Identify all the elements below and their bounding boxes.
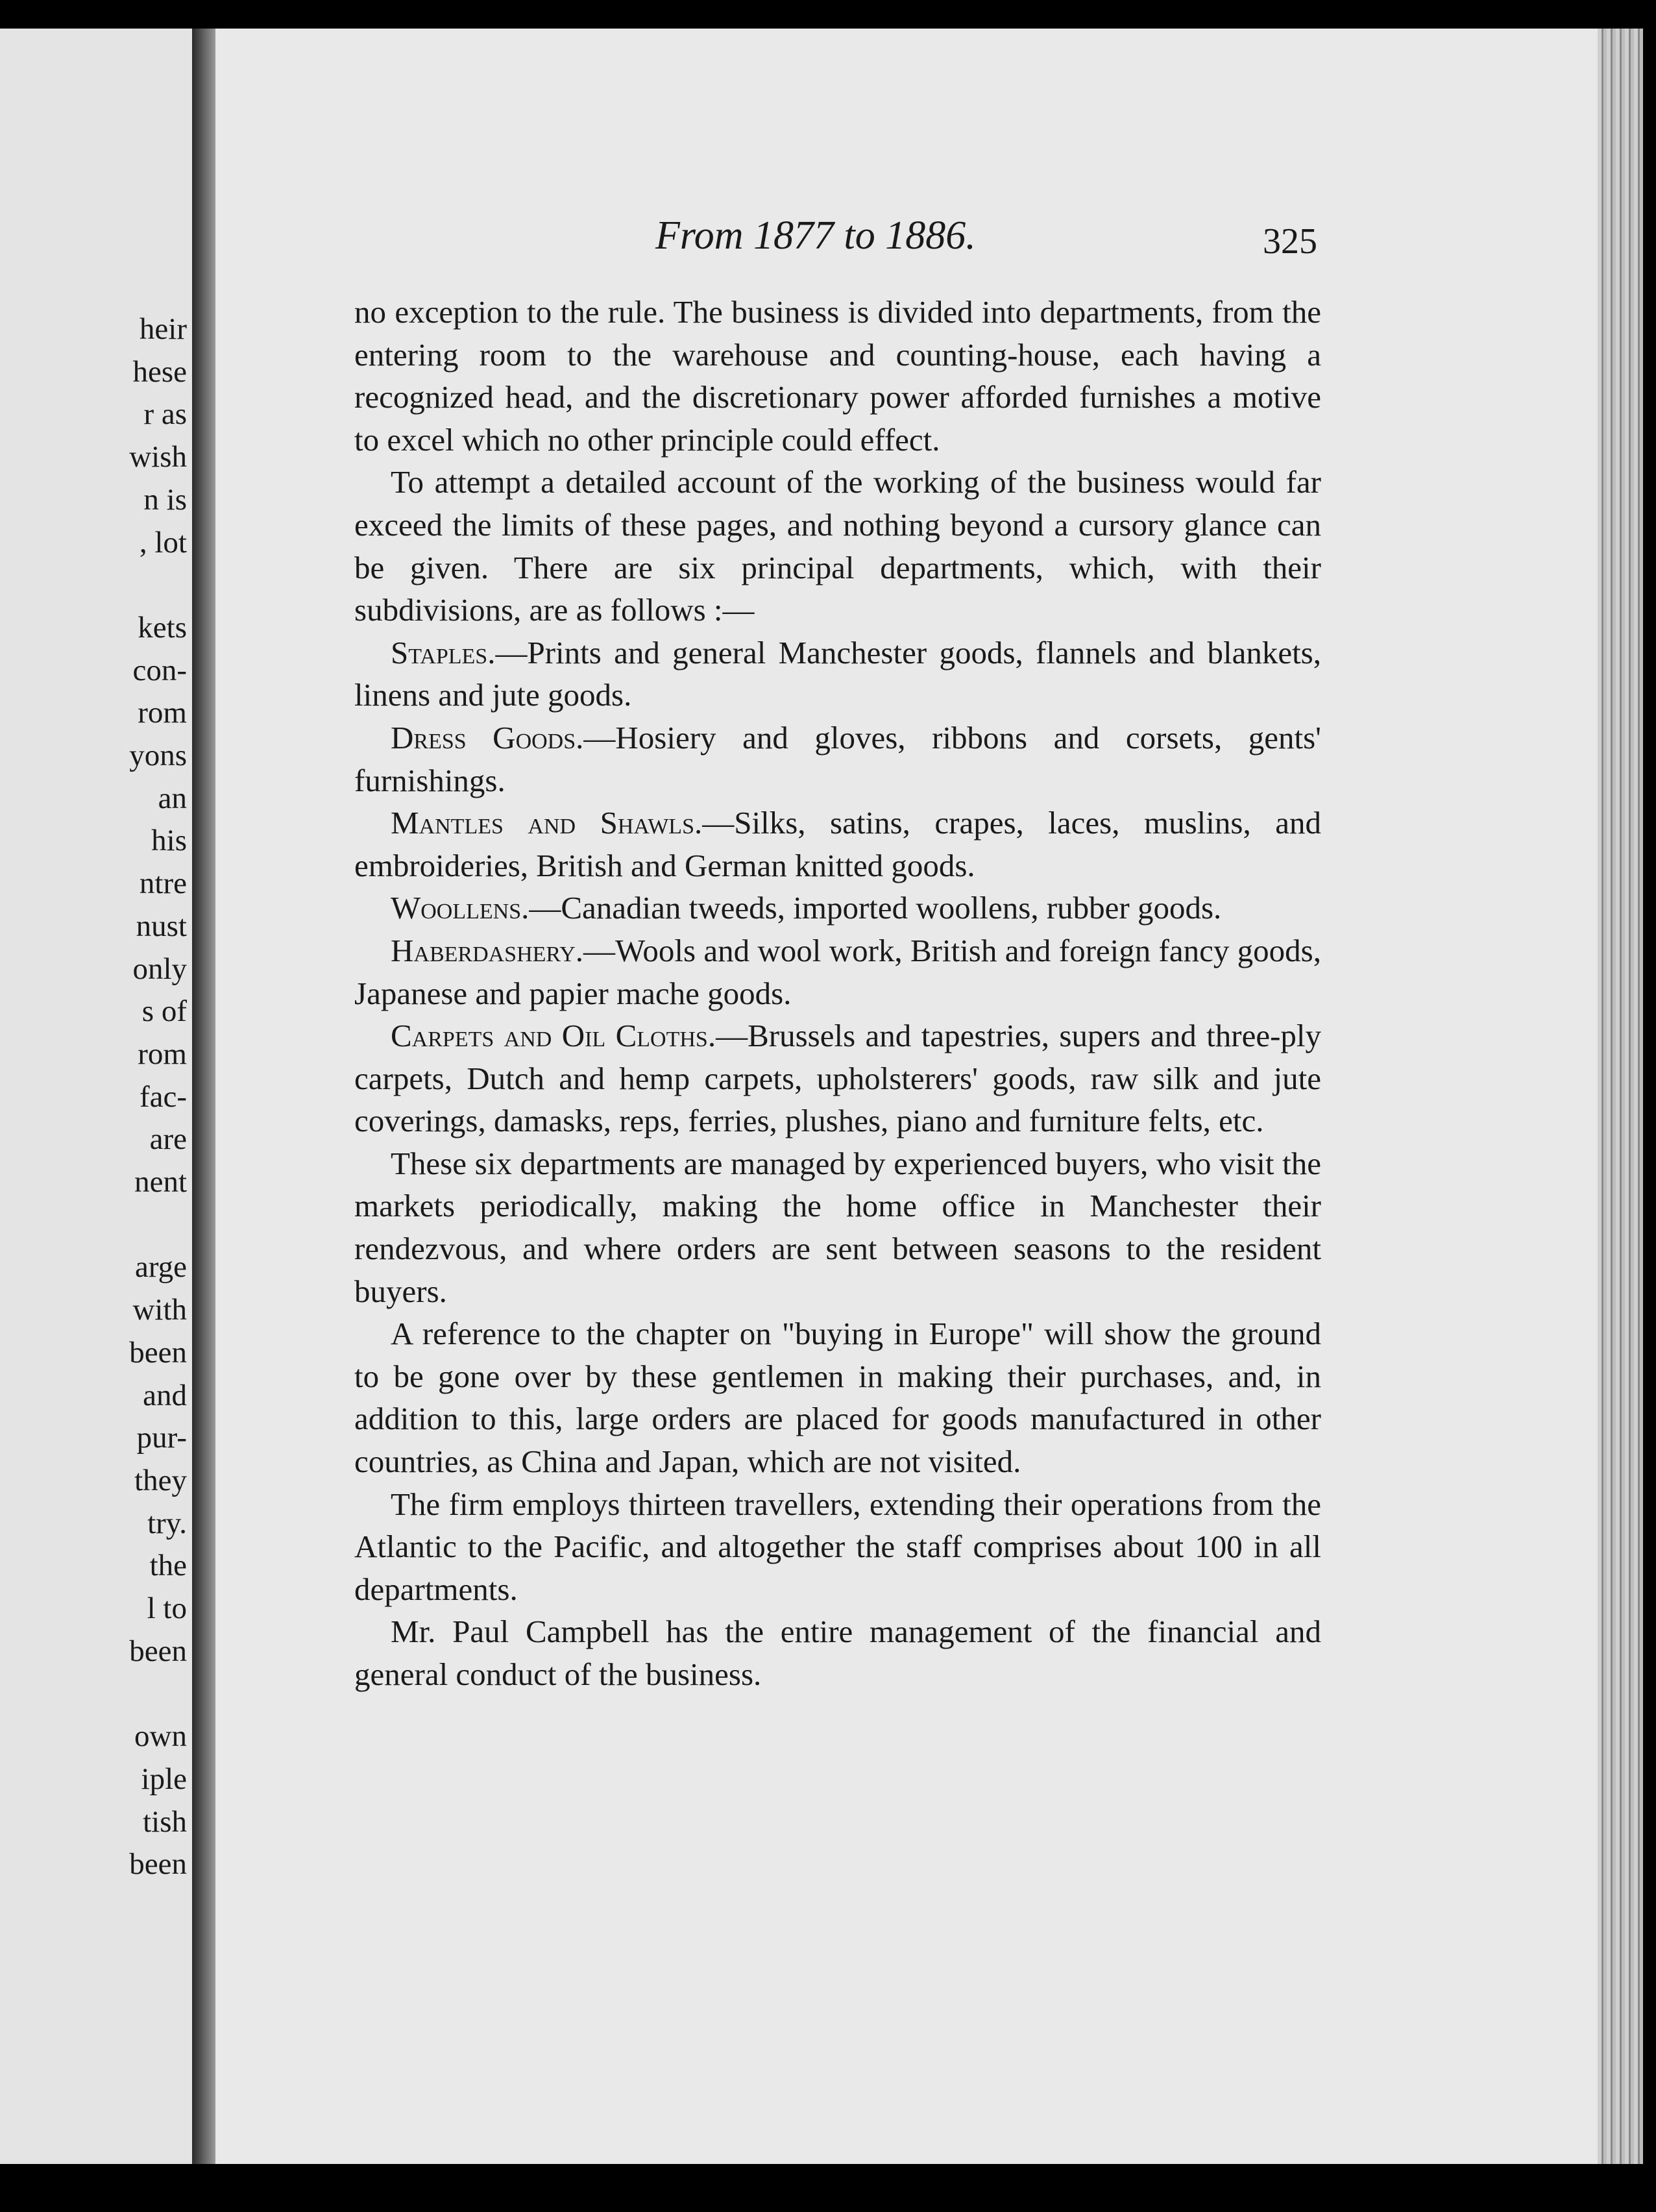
left-page-line-fragment: pur- xyxy=(136,1421,187,1455)
department-entry xyxy=(354,717,1321,802)
department-heading: Mantles and Shawls. xyxy=(391,805,703,841)
page-edges xyxy=(1598,29,1643,2164)
left-page-line-fragment: the xyxy=(149,1549,187,1583)
paragraph: The firm employs thirteen travellers, extending their operations from the Atlantic to the Pacific, and altogether the staff comprises about 100 in all departments. xyxy=(354,1486,1321,1607)
left-page-line-fragment: arge xyxy=(134,1250,187,1284)
left-page-line-fragment: nust xyxy=(136,909,187,943)
running-head: From 1877 to 1886. xyxy=(655,214,976,258)
paragraph: These six departments are managed by experienced buyers, who visit the markets periodically, making the home office in Manchester their rendezvous, and where orders are sent between seasons to the resident buyers. xyxy=(354,1145,1321,1309)
paragraph: To attempt a detailed account of the working of the business would far exceed the limits of these pages, and nothing beyond a cursory glance can be given. There are six principal departments, which, with their subdivisions, are as follows :— xyxy=(354,464,1321,628)
left-page-line-fragment: own xyxy=(134,1719,187,1754)
paragraph: no exception to the rule. The business is divided into departments, from the entering room to the warehouse and counting-house, each having a recognized head, and the discretionary power afforded furnishes a motive to excel which no other principle could effect. xyxy=(354,294,1321,458)
left-page-line-fragment: wish xyxy=(129,440,187,474)
department-heading: Haberdashery. xyxy=(391,932,584,968)
left-page-line-fragment: ntre xyxy=(139,866,187,901)
department-text: —Canadian tweeds, imported woollens, rubber goods. xyxy=(529,890,1222,926)
left-page-line-fragment: try. xyxy=(147,1506,187,1540)
left-page-line-fragment: r as xyxy=(143,397,187,432)
body-text xyxy=(354,291,1321,1696)
left-page-line-fragment: kets xyxy=(138,610,187,645)
left-page-line-fragment: heir xyxy=(139,312,187,346)
department-entry xyxy=(354,632,1321,717)
department-heading: Woollens. xyxy=(391,890,530,926)
department-text: —Hosiery and gloves, ribbons and corsets, gents' furnishings. xyxy=(354,719,1322,798)
left-page-line-fragment: rom xyxy=(138,696,187,730)
left-page-line-fragment: rom xyxy=(138,1037,187,1071)
left-page-line-fragment: and xyxy=(143,1378,187,1412)
department-text: —Wools and wool work, British and foreign fancy goods, Japanese and papier mache goods. xyxy=(354,932,1321,1011)
department-heading: Staples. xyxy=(391,634,496,670)
department-entry xyxy=(354,887,1321,929)
paragraph: Mr. Paul Campbell has the entire management of the financial and general conduct of the business. xyxy=(354,1614,1321,1692)
department-entry xyxy=(354,929,1321,1014)
left-page-line-fragment: tish xyxy=(143,1804,187,1839)
left-page-line-fragment: with xyxy=(132,1293,187,1327)
department-text: —Silks, satins, crapes, laces, muslins, and embroideries, British and German knitted goods. xyxy=(354,805,1321,883)
left-page-line-fragment: an xyxy=(158,781,187,815)
department-heading: Dress Goods. xyxy=(391,719,584,756)
left-page-line-fragment: hese xyxy=(132,354,187,389)
department-text: —Brussels and tapestries, supers and three-ply carpets, Dutch and hemp carpets, upholsterers' goods, raw silk and jute coverings, damasks, reps, ferries, plushes, piano and furniture felts, etc. xyxy=(354,1018,1321,1139)
left-page-line-fragment: nent xyxy=(134,1165,187,1199)
left-page-fragment xyxy=(0,29,192,2164)
left-page-line-fragment: only xyxy=(132,952,187,986)
left-page-line-fragment: been xyxy=(129,1634,187,1668)
book-gutter xyxy=(192,29,215,2164)
left-page-line-fragment: iple xyxy=(141,1762,187,1796)
department-heading: Carpets and Oil Cloths. xyxy=(391,1018,716,1054)
department-text: —Prints and general Manchester goods, flannels and blankets, linens and jute goods. xyxy=(354,634,1321,713)
left-page-line-fragment: been xyxy=(129,1335,187,1370)
page-number: 325 xyxy=(1263,221,1317,262)
left-page-line-fragment: s of xyxy=(141,994,187,1029)
left-page-line-fragment: n is xyxy=(143,482,187,517)
left-page-line-fragment: been xyxy=(129,1847,187,1882)
left-page-line-fragment: they xyxy=(134,1463,187,1497)
department-entry xyxy=(354,802,1321,887)
left-page-line-fragment: are xyxy=(149,1122,187,1157)
left-page-line-fragment: fac- xyxy=(139,1079,187,1114)
left-page-line-fragment: , lot xyxy=(139,525,187,559)
left-page-line-fragment: his xyxy=(151,824,187,858)
department-entry xyxy=(354,1014,1321,1142)
left-page-line-fragment: yons xyxy=(129,739,187,772)
left-page-line-fragment: con- xyxy=(132,653,187,687)
left-page-line-fragment: l to xyxy=(147,1591,187,1625)
paragraph: A reference to the chapter on "buying in Europe" will show the ground to be gone over by these gentlemen in making their purchases, and, in addition to this, large orders are placed for goods manufactured in other countries, as China and Japan, which are not visited. xyxy=(354,1316,1321,1480)
